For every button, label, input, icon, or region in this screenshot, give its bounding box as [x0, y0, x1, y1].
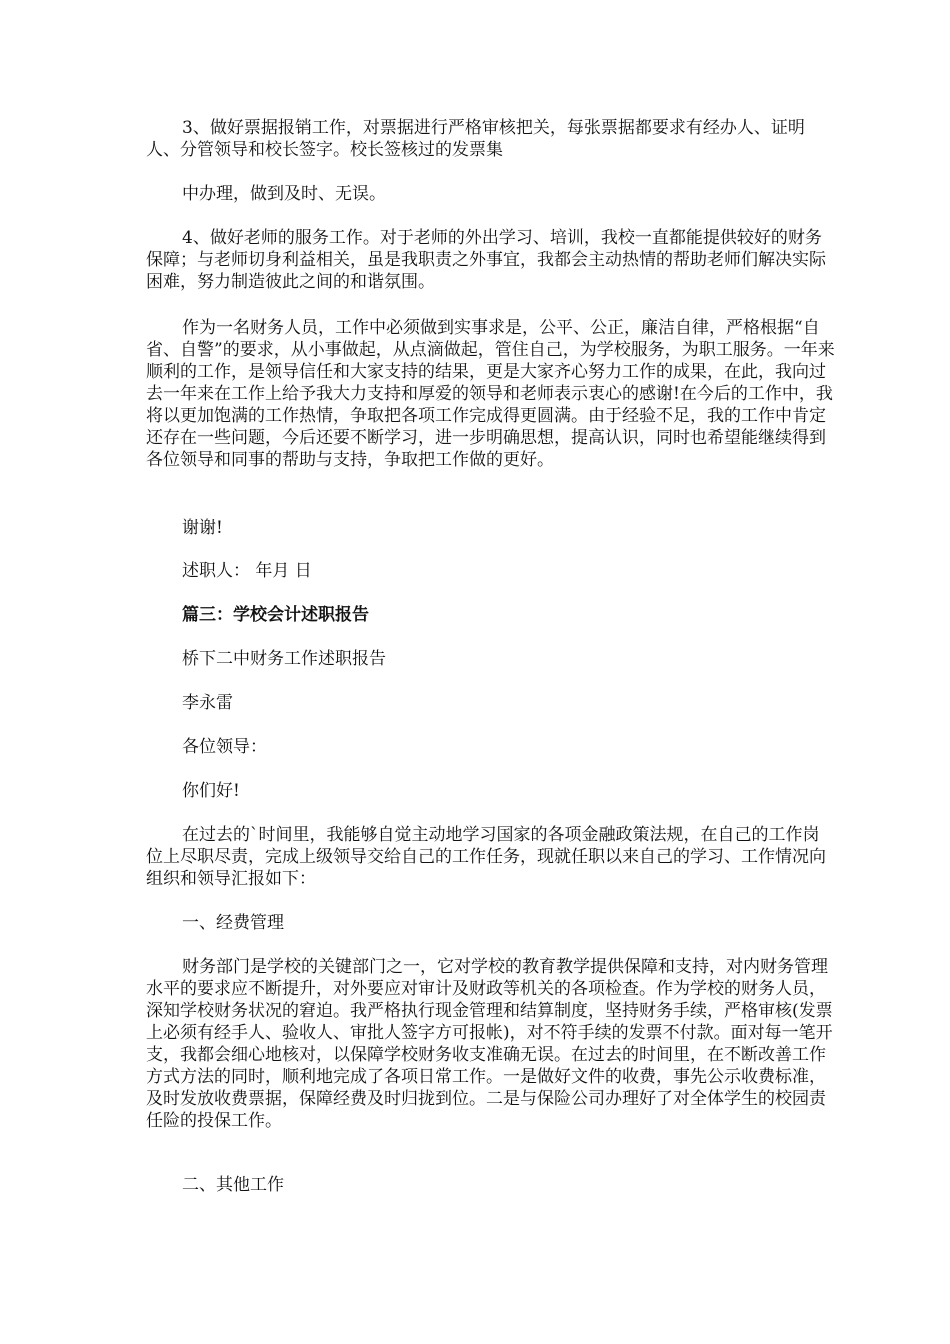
paragraph-receipt-continuation: 中办理，做到及时、无误。	[182, 184, 386, 204]
paragraph-funding-management: 财务部门是学校的关键部门之一，它对学校的教育教学提供保障和支持，对内财务管理水平的要求应不断提升，对外要应对审计及财政等机关的各项检查。作为学校的财务人员，深知学校财务状况的窘迫。我严格执行现金管理和结算制度，坚持财务手续，严格审核(发票上必须有经手人、验收人、审批人签字方可报帐)，对不符手续的发票不付款。面对每一笔开支，我都会细心地核对，以保障学校财务收支准确无误。在过去的时间里，在不断改善工作方式方法的同时，顺利地完成了各项日常工作。一是做好文件的收费，事先公示收费标准，及时发放收费票据，保障经费及时归拢到位。二是与保险公司办理好了对全体学生的校园责任险的投保工作。	[146, 957, 833, 1131]
paragraph-receipt-reimbursement: 3、做好票据报销工作，对票据进行严格审核把关，每张票据都要求有经办人、证明人、分管领导和校长签字。校长签核过的发票集	[146, 118, 805, 160]
paragraph-signature-line: 述职人： 年月 日	[182, 561, 312, 581]
report-author: 李永雷	[182, 693, 233, 713]
paragraph-introduction: 在过去的`时间里，我能够自觉主动地学习国家的各项金融政策法规，在自己的工作岗位上尽职尽责，完成上级领导交给自己的工作任务，现就任职以来自己的学习、工作情况向组织和领导汇报如下：	[146, 825, 826, 889]
paragraph-work-summary: 作为一名财务人员，工作中必须做到实事求是，公平、公正，廉洁自律，严格根据“自省、自警”的要求，从小事做起，从点滴做起，管住自己，为学校服务，为职工服务。一年来顺利的工作，是领导信任和大家支持的结果，更是大家齐心努力工作的成果，在此，我向过去一年来在工作上给予我大力支持和厚爱的领导和老师表示衷心的感谢!在今后的工作中，我将以更加饱满的工作热情，争取把各项工作完成得更圆满。由于经验不足，我的工作中肯定还存在一些问题，今后还要不断学习，进一步明确思想，提高认识，同时也希望能继续得到各位领导和同事的帮助与支持，争取把工作做的更好。	[146, 318, 835, 470]
section-heading-other-work: 二、其他工作	[182, 1175, 284, 1195]
greeting: 你们好!	[182, 781, 240, 801]
section-heading-part-three: 篇三：学校会计述职报告	[182, 605, 369, 625]
salutation: 各位领导：	[182, 737, 267, 757]
report-title: 桥下二中财务工作述职报告	[182, 649, 386, 669]
paragraph-thanks: 谢谢!	[182, 518, 223, 538]
section-heading-funding-management: 一、经费管理	[182, 913, 284, 933]
paragraph-teacher-service: 4、做好老师的服务工作。对于老师的外出学习、培训，我校一直都能提供较好的财务保障；与老师切身利益相关，虽是我职责之外事宜，我都会主动热情的帮助老师们解决实际困难，努力制造彼此之间的和谐氛围。	[146, 228, 826, 292]
